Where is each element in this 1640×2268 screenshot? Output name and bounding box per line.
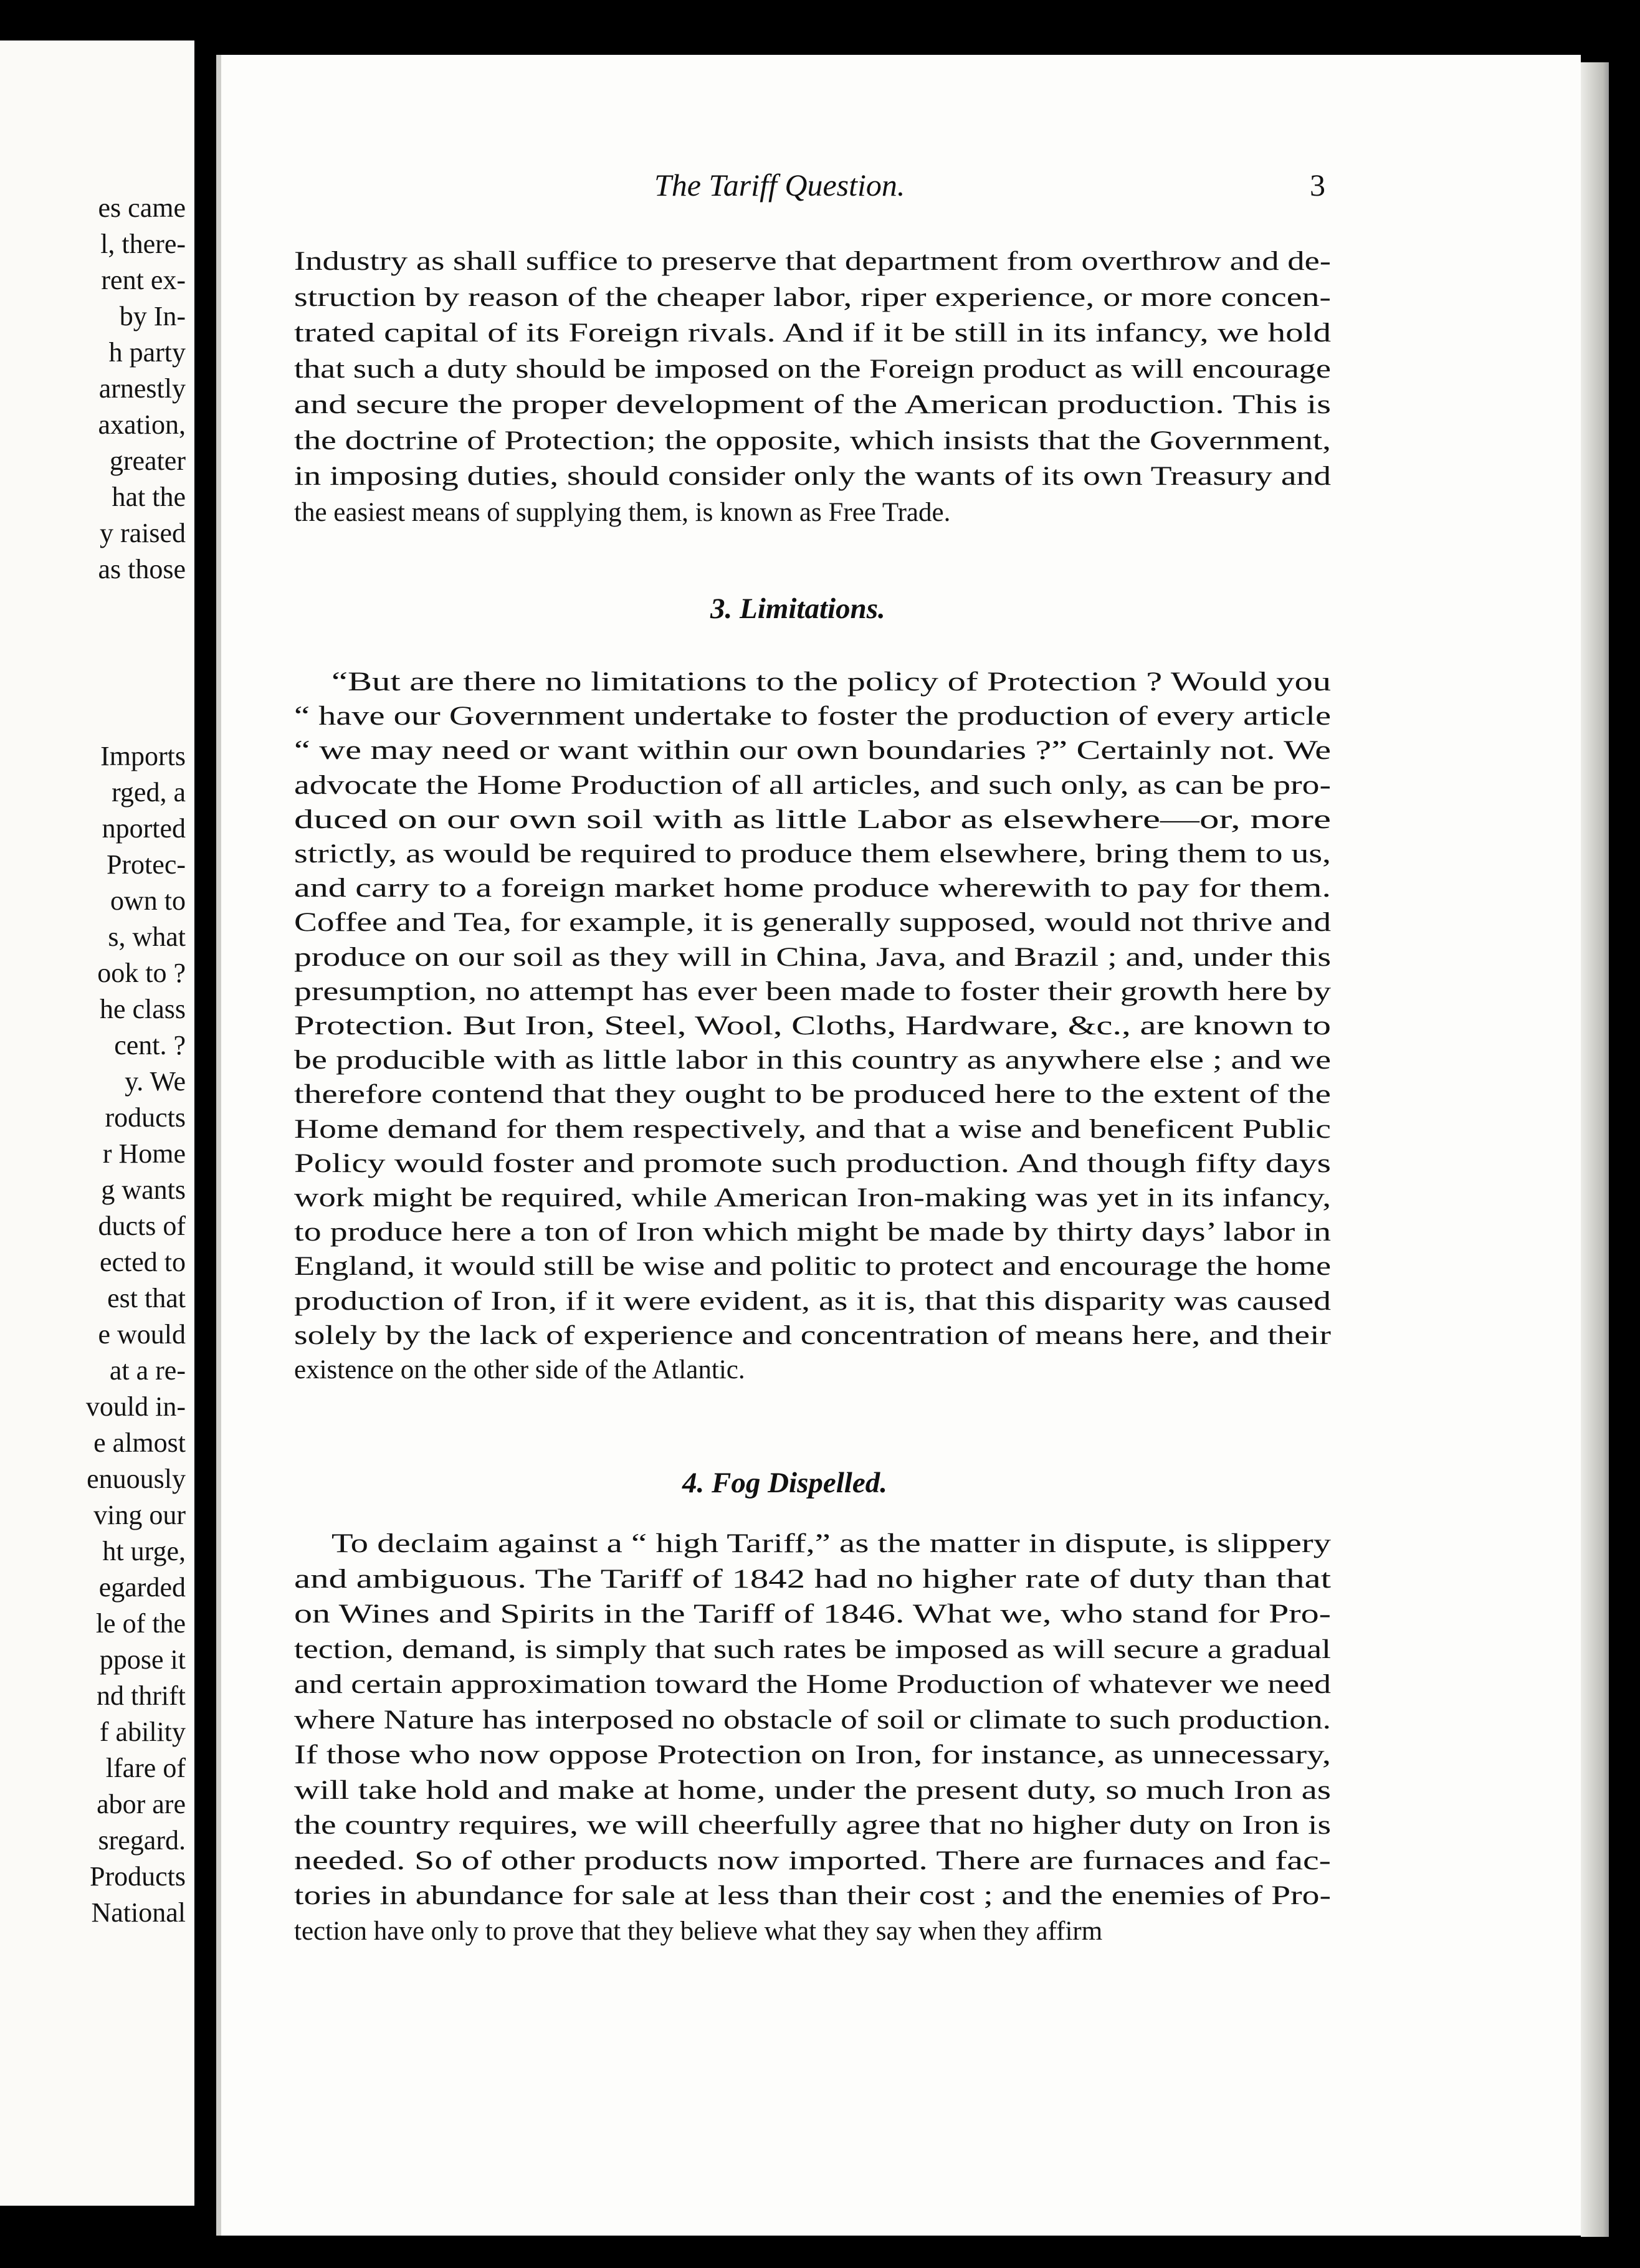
text-line: England, it would still be wise and politic to protect and encourage the home [294, 1252, 1331, 1282]
text-line: work might be required, while American Iron-making was yet in its infancy, [294, 1183, 1331, 1213]
text-line: to produce here a ton of Iron which might be made by thirty days’ labor in [294, 1217, 1331, 1247]
left-page-fragment: Imports [100, 741, 186, 771]
left-page-fragment: e would [98, 1319, 186, 1350]
text-line: and certain approximation toward the Home Production of whatever we need [294, 1670, 1331, 1699]
text-line: If those who now oppose Protection on Iron, for instance, as unnecessary, [294, 1740, 1331, 1770]
text-line: production of Iron, if it were evident, as it is, that this disparity was caused [294, 1286, 1331, 1316]
text-line: on Wines and Spirits in the Tariff of 1846. What we, who stand for Pro- [294, 1599, 1331, 1629]
left-page-fragment: s, what [108, 922, 186, 952]
left-page-fragment: ppose it [99, 1644, 186, 1675]
text-line: strictly, as would be required to produce them elsewhere, bring them to us, [294, 839, 1331, 869]
text-line: tection have only to prove that they believe what they say when they affirm [294, 1916, 1103, 1946]
left-page-fragment: he class [99, 994, 186, 1024]
left-page-fragment: ving our [93, 1500, 186, 1530]
left-page-fragment: ducts of [98, 1211, 186, 1241]
book-gutter [194, 0, 216, 2268]
text-line: tories in abundance for sale at less than their cost ; and the enemies of Pro- [294, 1881, 1331, 1910]
text-line: the easiest means of supplying them, is known as Free Trade. [294, 497, 951, 527]
text-line: where Nature has interposed no obstacle of soil or climate to such production. [294, 1705, 1331, 1735]
left-page-fragment: abor are [97, 1789, 186, 1819]
text-line: therefore contend that they ought to be produced here to the extent of the [294, 1080, 1331, 1110]
left-page-fragment: roducts [105, 1102, 186, 1133]
text-line: needed. So of other products now imported. There are furnaces and fac- [294, 1846, 1331, 1875]
left-page-fragment: e almost [93, 1427, 186, 1458]
text-line: presumption, no attempt has ever been made to foster their growth here by [294, 976, 1331, 1006]
text-line: Home demand for them respectively, and that a wise and beneficent Public [294, 1114, 1331, 1144]
left-page-fragment: as those [98, 554, 186, 584]
text-line: duced on our own soil with as little Labor as elsewhere—or, more [294, 804, 1331, 834]
left-page-fragment: g wants [101, 1174, 186, 1205]
text-line: Coffee and Tea, for example, it is generally supposed, would not thrive and [294, 908, 1331, 938]
text-line: the doctrine of Protection; the opposite, which insists that the Government, [294, 426, 1331, 455]
text-line: in imposing duties, should consider only the wants of its own Treasury and [294, 462, 1331, 491]
text-line: solely by the lack of experience and concentration of means here, and their [294, 1320, 1331, 1350]
text-line: struction by reason of the cheaper labor, riper experience, or more concen- [294, 282, 1331, 312]
text-line: and carry to a foreign market home produce wherewith to pay for them. [294, 874, 1331, 903]
left-page-fragment: le of the [95, 1608, 186, 1639]
left-page-fragment: at a re- [109, 1355, 186, 1386]
left-page-fragment: y raised [99, 518, 186, 548]
text-line: that such a duty should be imposed on the Foreign product as will encourage [294, 354, 1331, 384]
left-page-fragment: l, there- [100, 229, 186, 259]
left-page-fragment: h party [108, 337, 186, 368]
text-line: be producible with as little labor in this country as anywhere else ; and we [294, 1046, 1331, 1075]
binding-strip [216, 55, 221, 2236]
left-page-fragment: rent ex- [101, 265, 186, 295]
left-page-fragment: ht urge, [102, 1536, 186, 1566]
left-page-fragment: own to [110, 885, 186, 916]
left-page-fragment: nd thrift [97, 1680, 186, 1711]
text-line: trated capital of its Foreign rivals. And if it be still in its infancy, we hold [294, 318, 1331, 348]
left-page-fragment: axation, [98, 409, 186, 440]
text-line: “ have our Government undertake to foster the production of every article [294, 702, 1331, 731]
text-line: and secure the proper development of the American production. This is [294, 390, 1331, 419]
section-heading-fog-dispelled: 4. Fog Dispelled. [682, 1467, 887, 1499]
section-heading-limitations: 3. Limitations. [710, 593, 885, 625]
left-page-fragment: Protec- [106, 849, 186, 880]
text-line: Policy would foster and promote such production. And though fifty days [294, 1148, 1331, 1178]
left-page-fragment: enuously [87, 1464, 186, 1494]
left-page-fragment: Products [90, 1861, 186, 1892]
left-page-fragment: vould in- [85, 1391, 186, 1422]
text-line: will take hold and make at home, under the present duty, so much Iron as [294, 1775, 1331, 1805]
left-page-fragment: r Home [102, 1138, 186, 1169]
left-page-fragment: cent. ? [114, 1030, 186, 1060]
left-page-fragment: nported [102, 813, 186, 844]
left-page-fragment: f ability [99, 1717, 186, 1747]
left-page-fragment: ook to ? [97, 958, 186, 988]
text-line: tection, demand, is simply that such rates be imposed as will secure a gradual [294, 1634, 1331, 1664]
left-page-fragment: ected to [99, 1247, 186, 1277]
text-line: the country requires, we will cheerfully agree that no higher duty on Iron is [294, 1811, 1331, 1840]
left-page-fragment: hat the [112, 482, 186, 512]
left-page-fragment: rged, a [112, 777, 186, 808]
text-line: “But are there no limitations to the policy of Protection ? Would you [331, 667, 1331, 697]
text-line: advocate the Home Production of all articles, and such only, as can be pro- [294, 770, 1331, 800]
page-edge [1581, 62, 1609, 2237]
left-page-fragment: es came [98, 193, 186, 223]
left-page-fragment: y. We [125, 1066, 186, 1097]
text-line: produce on our soil as they will in China, Java, and Brazil ; and, under this [294, 942, 1331, 972]
left-page-fragment: arnestly [98, 373, 186, 404]
text-line: To declaim against a “ high Tariff,” as the matter in dispute, is slippery [331, 1529, 1331, 1558]
text-line: existence on the other side of the Atlantic. [294, 1355, 745, 1384]
left-page-fragment: greater [109, 446, 186, 476]
left-page-fragment: est that [107, 1283, 186, 1313]
text-line: Industry as shall suffice to preserve that department from overthrow and de- [294, 247, 1331, 276]
left-page-fragment: National [91, 1897, 186, 1928]
text-line: Protection. But Iron, Steel, Wool, Cloths, Hardware, &c., are known to [294, 1011, 1331, 1041]
text-line: “ we may need or want within our own boundaries ?” Certainly not. We [294, 736, 1331, 766]
running-header: The Tariff Question. [654, 168, 905, 202]
text-line: and ambiguous. The Tariff of 1842 had no higher rate of duty than that [294, 1564, 1331, 1594]
left-page-fragment: lfare of [105, 1753, 186, 1783]
left-page-fragment: by In- [119, 301, 186, 331]
left-page-fragment: egarded [98, 1572, 186, 1603]
left-page [0, 40, 194, 2206]
left-page-fragment: sregard. [98, 1825, 186, 1856]
page-number: 3 [1310, 168, 1325, 202]
